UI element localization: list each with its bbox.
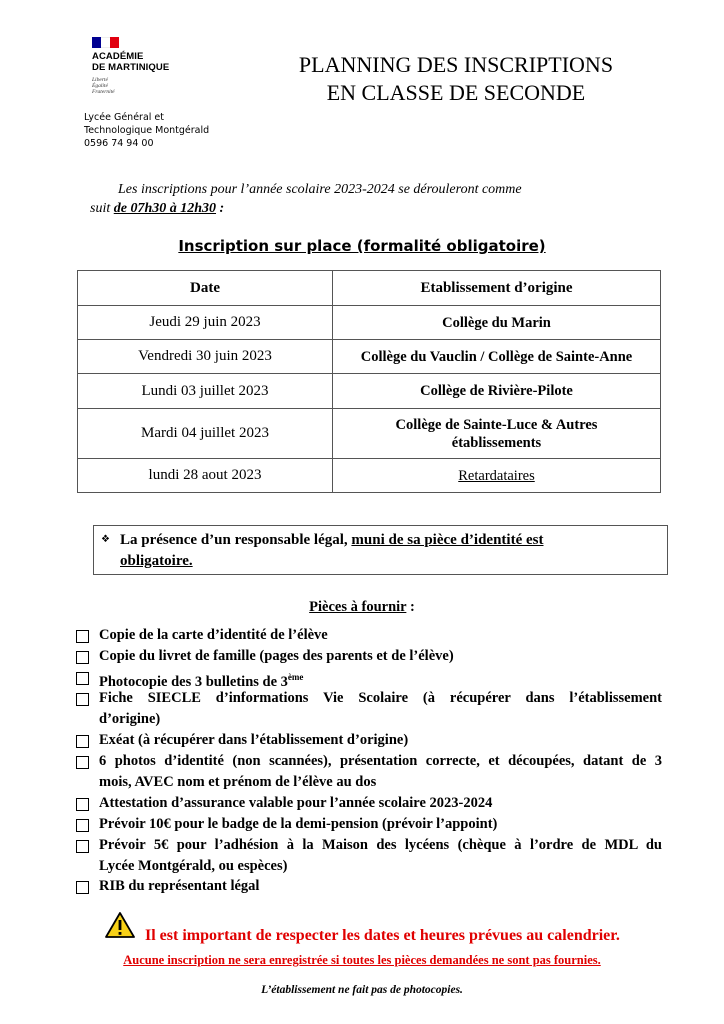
schedule-title	[0, 237, 724, 255]
checklist-item-label: Exéat (à récupérer dans l’établissement d’origine)	[99, 732, 409, 748]
checklist-item	[76, 814, 662, 835]
checkbox[interactable]	[76, 693, 89, 706]
school-name-line1: Lycée Général et	[84, 112, 165, 123]
pieces-title	[0, 599, 724, 616]
warning-triangle-icon	[104, 911, 136, 939]
table-row	[78, 459, 661, 493]
warning-line2: Aucune inscription ne sera enregistrée si toutes les pièces demandées ne sont pas fournies.	[123, 953, 601, 967]
table-header-row	[78, 271, 661, 306]
motto-egalite: Égalité	[92, 83, 108, 89]
checkbox[interactable]	[76, 735, 89, 748]
school-info	[84, 111, 209, 150]
checkbox[interactable]	[76, 840, 89, 853]
checkbox[interactable]	[76, 798, 89, 811]
checklist-item-line1: Prévoir 5€ pour l’adhésion à la Maison des lycéens (chèque à l’ordre de MDL du	[99, 837, 662, 853]
intro-colon: :	[219, 201, 225, 216]
title-line2: EN CLASSE DE SECONDE	[326, 80, 586, 105]
intro-line1: Les inscriptions pour l’année scolaire 2023-2024 se dérouleront comme	[118, 182, 522, 197]
row-date: lundi 28 aout 2023	[78, 459, 333, 493]
checklist-item-label: Copie de la carte d’identité de l’élève	[99, 627, 328, 643]
intro-line2	[90, 201, 224, 217]
checklist-item-line2: mois, AVEC nom et prénom de l’élève au dos	[99, 773, 377, 790]
checklist-item	[76, 876, 662, 897]
page-title	[230, 51, 682, 107]
notice-part1: La présence d’un responsable légal,	[120, 532, 348, 548]
motto-fraternite: Fraternité	[92, 89, 115, 95]
checklist-item	[76, 835, 662, 876]
checklist-item-label: Prévoir 10€ pour le badge de la demi-pension (prévoir l’appoint)	[99, 816, 498, 832]
pieces-title-colon: :	[409, 599, 415, 615]
checklist-item	[76, 688, 662, 729]
notice-part3: obligatoire.	[120, 553, 193, 569]
checklist-item-superscript: ème	[287, 672, 304, 682]
row-date: Jeudi 29 juin 2023	[78, 306, 333, 340]
checklist-item-line1: Fiche SIECLE d’informations Vie Scolaire (à récupérer dans l’établissement	[99, 690, 662, 706]
checkbox[interactable]	[76, 672, 89, 685]
checklist-item-line2: d’origine)	[99, 710, 161, 727]
row-school: Collège de Rivière-Pilote	[333, 374, 661, 409]
pieces-title-text: Pièces à fournir	[309, 599, 407, 615]
schedule-title-text: Inscription sur place (formalité obligatoire)	[178, 237, 546, 255]
legal-guardian-notice	[93, 525, 668, 575]
row-date: Lundi 03 juillet 2023	[78, 374, 333, 409]
checklist-item	[76, 793, 662, 814]
intro-time: de 07h30 à 12h30	[113, 201, 217, 216]
school-phone: 0596 74 94 00	[84, 138, 154, 149]
table-row	[78, 409, 661, 459]
republic-motto	[92, 77, 115, 95]
checkbox[interactable]	[76, 819, 89, 832]
row-school-line1: Collège de Sainte-Luce & Autres	[395, 416, 598, 433]
checkbox[interactable]	[76, 881, 89, 894]
checkbox[interactable]	[76, 756, 89, 769]
checklist-item	[76, 730, 662, 751]
checklist-item-line2: Lycée Montgérald, ou espèces)	[99, 857, 288, 874]
checkbox[interactable]	[76, 630, 89, 643]
notice-part2: muni de sa pièce d’identité est	[351, 532, 544, 548]
table-row	[78, 374, 661, 409]
row-school: Collège du Vauclin / Collège de Sainte-Anne	[333, 340, 661, 374]
academy-logo-text	[92, 51, 169, 73]
checklist-item-label	[99, 835, 662, 876]
row-school-line2: établissements	[451, 434, 542, 451]
motto-liberte: Liberté	[92, 77, 108, 83]
row-school: Collège du Marin	[333, 306, 661, 340]
checklist-item-label	[99, 688, 662, 729]
checklist-item-label	[99, 751, 662, 792]
diamond-bullet-icon: ❖	[101, 534, 110, 545]
academy-line2: DE MARTINIQUE	[92, 62, 170, 73]
intro-suit: suit	[90, 201, 111, 216]
school-name-line2: Technologique Montgérald	[84, 125, 210, 136]
header-school: Etablissement d’origine	[333, 271, 661, 306]
title-line1: PLANNING DES INSCRIPTIONS	[298, 52, 614, 77]
footer-note: L’établissement ne fait pas de photocopies.	[261, 984, 463, 996]
checklist-item-label: Attestation d’assurance valable pour l’année scolaire 2023-2024	[99, 795, 493, 811]
table-row	[78, 340, 661, 374]
checklist-item-label: Copie du livret de famille (pages des parents et de l’élève)	[99, 648, 454, 664]
checklist-item-text: Photocopie des 3 bulletins de 3	[99, 673, 288, 690]
warning-line1: Il est important de respecter les dates et heures prévues au calendrier.	[145, 927, 620, 944]
checkbox[interactable]	[76, 651, 89, 664]
academy-line1: ACADÉMIE	[92, 51, 144, 62]
row-school	[333, 409, 661, 459]
row-date: Vendredi 30 juin 2023	[78, 340, 333, 374]
checklist-item	[76, 625, 662, 646]
header-date: Date	[78, 271, 333, 306]
notice-text	[120, 530, 543, 572]
checklist-item	[76, 751, 662, 792]
checklist-item	[76, 646, 662, 667]
checklist-item-line1: 6 photos d’identité (non scannées), présentation correcte, et découpées, datant de 3	[99, 753, 662, 769]
schedule-table	[77, 270, 661, 493]
republic-flag-logo	[92, 37, 119, 48]
row-date: Mardi 04 juillet 2023	[78, 409, 333, 459]
table-row	[78, 306, 661, 340]
checklist-item-label: RIB du représentant légal	[99, 878, 260, 894]
row-school: Retardataires	[333, 459, 661, 493]
